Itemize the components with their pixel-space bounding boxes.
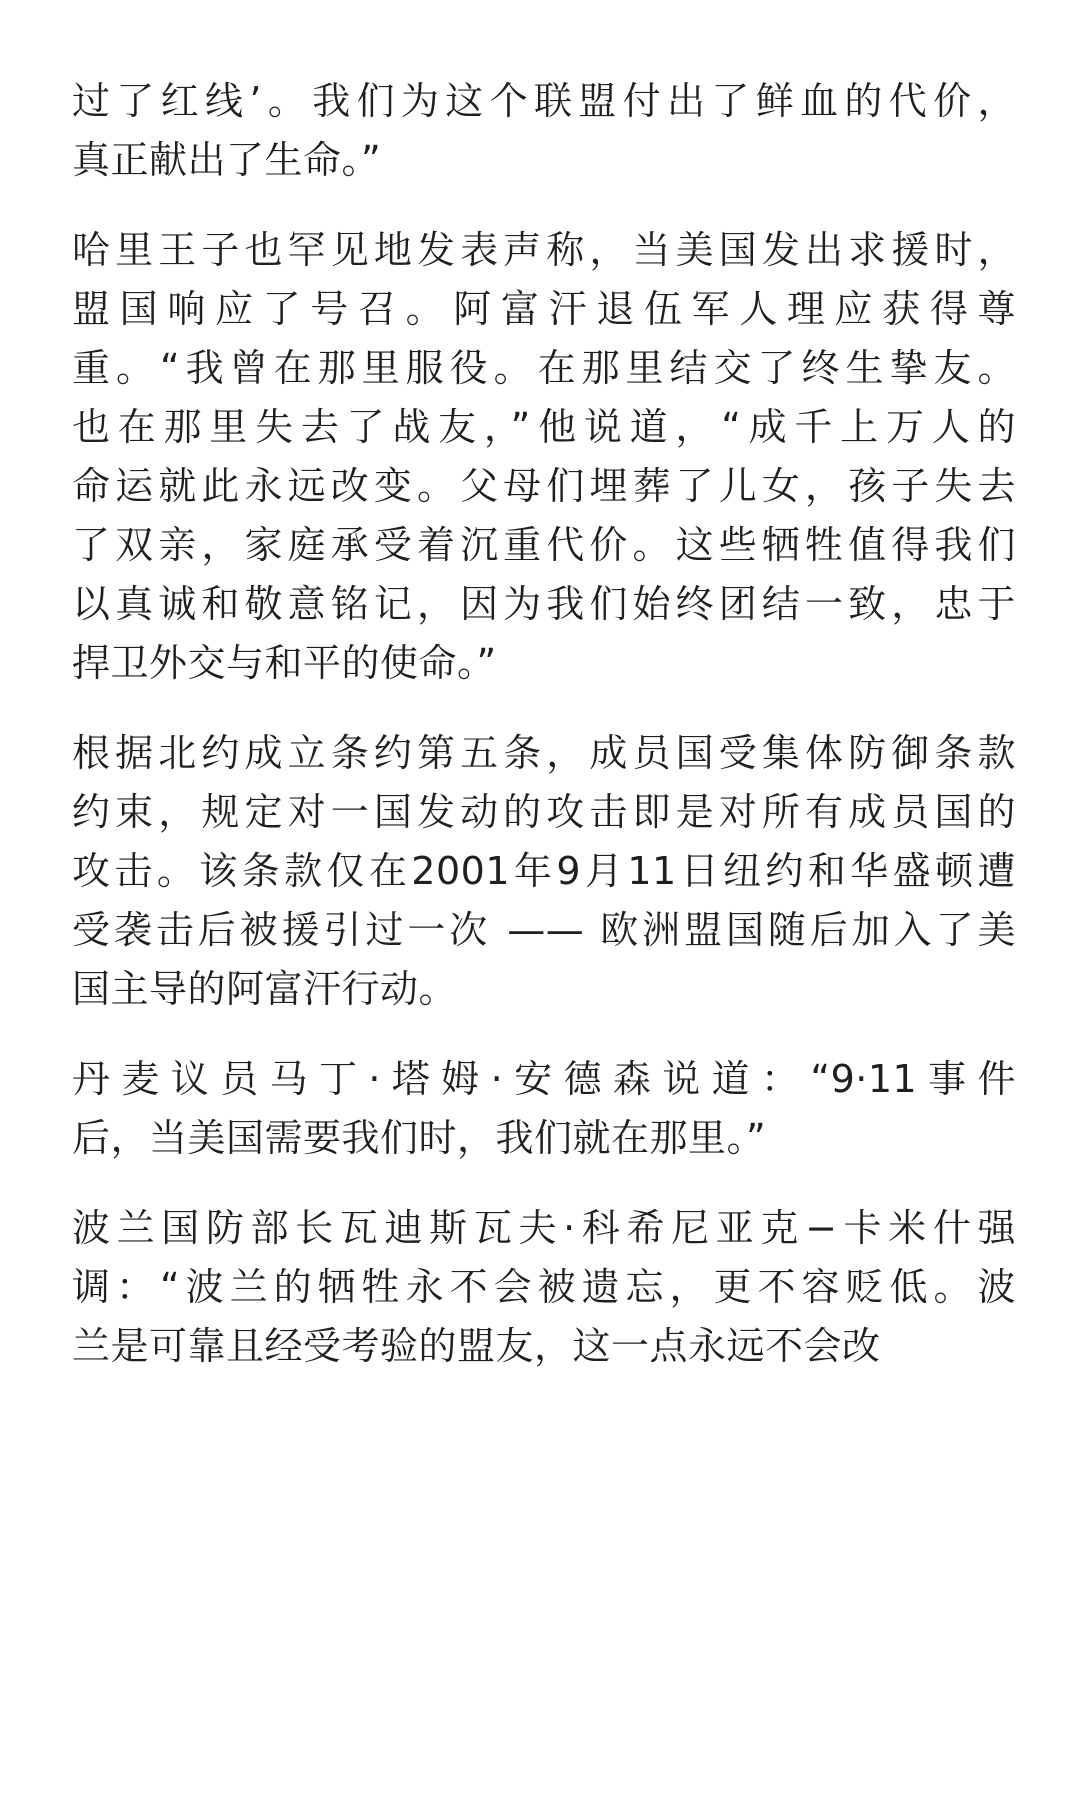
text-line: 根据北约成立条约第五条，成员国受集体防御条款 — [72, 731, 1016, 775]
text-line: 国主导的阿富汗行动。 — [72, 967, 458, 1011]
paragraph-prince-harry — [72, 221, 1016, 693]
text-line: 捍卫外交与和平的使命。” — [72, 641, 497, 685]
text-line: 后，当美国需要我们时，我们就在那里。” — [72, 1116, 767, 1160]
article-body — [72, 72, 1016, 1407]
text-line: 约束，规定对一国发动的攻击即是对所有成员国的 — [72, 790, 1016, 834]
paragraph-polish-minister — [72, 1199, 1016, 1376]
paragraph-red-line — [72, 72, 1016, 190]
text-line: 过了红线’。我们为这个联盟付出了鲜血的代价， — [72, 79, 1016, 123]
text-line: 哈里王子也罕见地发表声称，当美国发出求援时， — [72, 228, 1016, 272]
text-line: 调：“波兰的牺牲永不会被遗忘，更不容贬低。波 — [72, 1265, 1016, 1309]
text-line: 真正献出了生命。” — [72, 138, 382, 182]
text-line: 兰是可靠且经受考验的盟友，这一点永远不会改 — [72, 1324, 881, 1368]
paragraph-danish-mp — [72, 1050, 1016, 1168]
text-line: 重。“我曾在那里服役。在那里结交了终生挚友。 — [72, 346, 1016, 390]
text-line: 波兰国防部长瓦迪斯瓦夫·科希尼亚克−卡米什强 — [72, 1206, 1016, 1250]
text-line: 盟国响应了号召。阿富汗退伍军人理应获得尊 — [72, 287, 1016, 331]
text-line: 命运就此永远改变。父母们埋葬了儿女，孩子失去 — [72, 464, 1016, 508]
text-line: 了双亲，家庭承受着沉重代价。这些牺牲值得我们 — [72, 523, 1016, 567]
text-line: 受袭击后被援引过一次 —— 欧洲盟国随后加入了美 — [72, 908, 1016, 952]
text-line: 丹麦议员马丁·塔姆·安德森说道：“9·11事件 — [72, 1057, 1016, 1101]
text-line: 以真诚和敬意铭记，因为我们始终团结一致，忠于 — [72, 582, 1016, 626]
text-line: 也在那里失去了战友，”他说道，“成千上万人的 — [72, 405, 1016, 449]
text-line: 攻击。该条款仅在2001年9月11日纽约和华盛顿遭 — [72, 849, 1016, 893]
paragraph-nato-article-five — [72, 724, 1016, 1019]
